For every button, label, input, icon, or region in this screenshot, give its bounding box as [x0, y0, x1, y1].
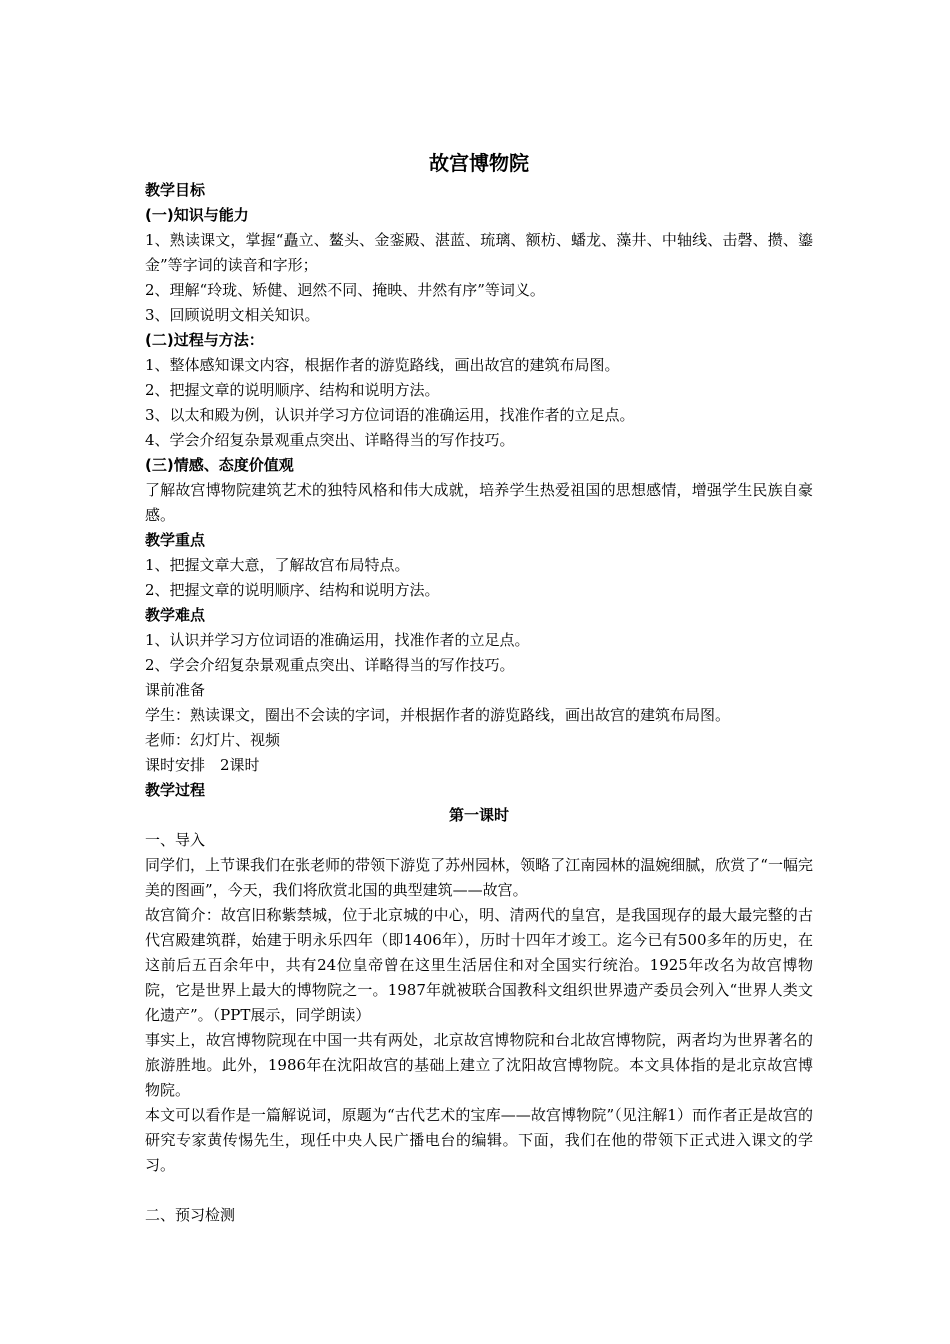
- attitude-values-heading: (三)情感、态度价值观: [145, 456, 294, 474]
- key-point-item: 2、把握文章的说明顺序、结构和说明方法。: [145, 581, 440, 599]
- process-heading: 教学过程: [145, 781, 206, 799]
- key-points-heading: 教学重点: [145, 531, 206, 549]
- body-paragraph: 事实上，故宫博物院现在中国一共有两处，北京故宫博物院和台北故宫博物院，两者均为世界著名的旅游胜地。此外，1986年在沈阳故宫的基础上建立了沈阳故宫博物院。本文具体指的是北京故宫博物院。: [145, 1031, 813, 1099]
- goal-item: 1、熟读课文，掌握“矗立、鳌头、金銮殿、湛蓝、琉璃、额枋、蟠龙、藻井、中轴线、击磬、攒、鎏金”等字词的读音和字形；: [145, 231, 813, 274]
- goal-paragraph: 了解故宫博物院建筑艺术的独特风格和伟大成就，培养学生热爱祖国的思想感情，增强学生民族自豪感。: [145, 481, 813, 524]
- prep-student: 学生：熟读课文，圈出不会读的字词，并根据作者的游览路线，画出故宫的建筑布局图。: [145, 706, 731, 724]
- difficulty-item: 1、认识并学习方位词语的准确运用，找准作者的立足点。: [145, 631, 530, 649]
- prep-teacher: 老师：幻灯片、视频: [145, 731, 281, 749]
- goals-heading: 教学目标: [145, 181, 206, 199]
- blank-line: [145, 1178, 813, 1203]
- goal-item: 2、理解“玲珑、矫健、迥然不同、掩映、井然有序”等词义。: [145, 281, 545, 299]
- goal-item: 3、回顾说明文相关知识。: [145, 306, 320, 324]
- page-title: 故宫博物院: [429, 151, 529, 175]
- lesson-heading: 第一课时: [448, 806, 509, 824]
- prep-heading: 课前准备: [145, 681, 206, 699]
- knowledge-ability-heading: (一)知识与能力: [145, 206, 249, 224]
- goal-item: 1、整体感知课文内容，根据作者的游览路线，画出故宫的建筑布局图。: [145, 356, 620, 374]
- body-paragraph: 同学们，上节课我们在张老师的带领下游览了苏州园林，领略了江南园林的温婉细腻，欣赏了“一幅完美的图画”，今天，我们将欣赏北国的典型建筑——故宫。: [145, 856, 813, 899]
- body-paragraph: 本文可以看作是一篇解说词，原题为“古代艺术的宝库——故宫博物院”（见注解1）而作者正是故宫的研究专家黄传惕先生，现任中央人民广播电台的编辑。下面，我们在他的带领下正式进入课文的学习。: [145, 1106, 813, 1174]
- key-point-item: 1、把握文章大意，了解故宫布局特点。: [145, 556, 410, 574]
- goal-item: 2、把握文章的说明顺序、结构和说明方法。: [145, 381, 440, 399]
- goal-item: 4、学会介绍复杂景观重点突出、详略得当的写作技巧。: [145, 431, 515, 449]
- intro-heading: 一、导入: [145, 831, 206, 849]
- difficulties-heading: 教学难点: [145, 606, 206, 624]
- goal-item: 3、以太和殿为例，认识并学习方位词语的准确运用，找准作者的立足点。: [145, 406, 635, 424]
- document-page: [145, 148, 813, 1228]
- body-paragraph: 故宫简介：故宫旧称紫禁城，位于北京城的中心，明、清两代的皇宫，是我国现存的最大最完整的古代宫殿建筑群，始建于明永乐四年（即1406年），历时十四年才竣工。迄今已有500多年的历史，在这前后五百余年中，共有24位皇帝曾在这里生活居住和对全国实行统治。1925年改名为故宫博物院，它是世界上最大的博物院之一。1987年就被联合国教科文组织世界遗产委员会列入“世界人类文化遗产”。（PPT展示，同学朗读）: [145, 906, 813, 1024]
- preview-heading: 二、预习检测: [145, 1206, 236, 1224]
- schedule: 课时安排 2课时: [145, 756, 260, 774]
- difficulty-item: 2、学会介绍复杂景观重点突出、详略得当的写作技巧。: [145, 656, 515, 674]
- process-method-heading: (二)过程与方法：: [145, 331, 264, 349]
